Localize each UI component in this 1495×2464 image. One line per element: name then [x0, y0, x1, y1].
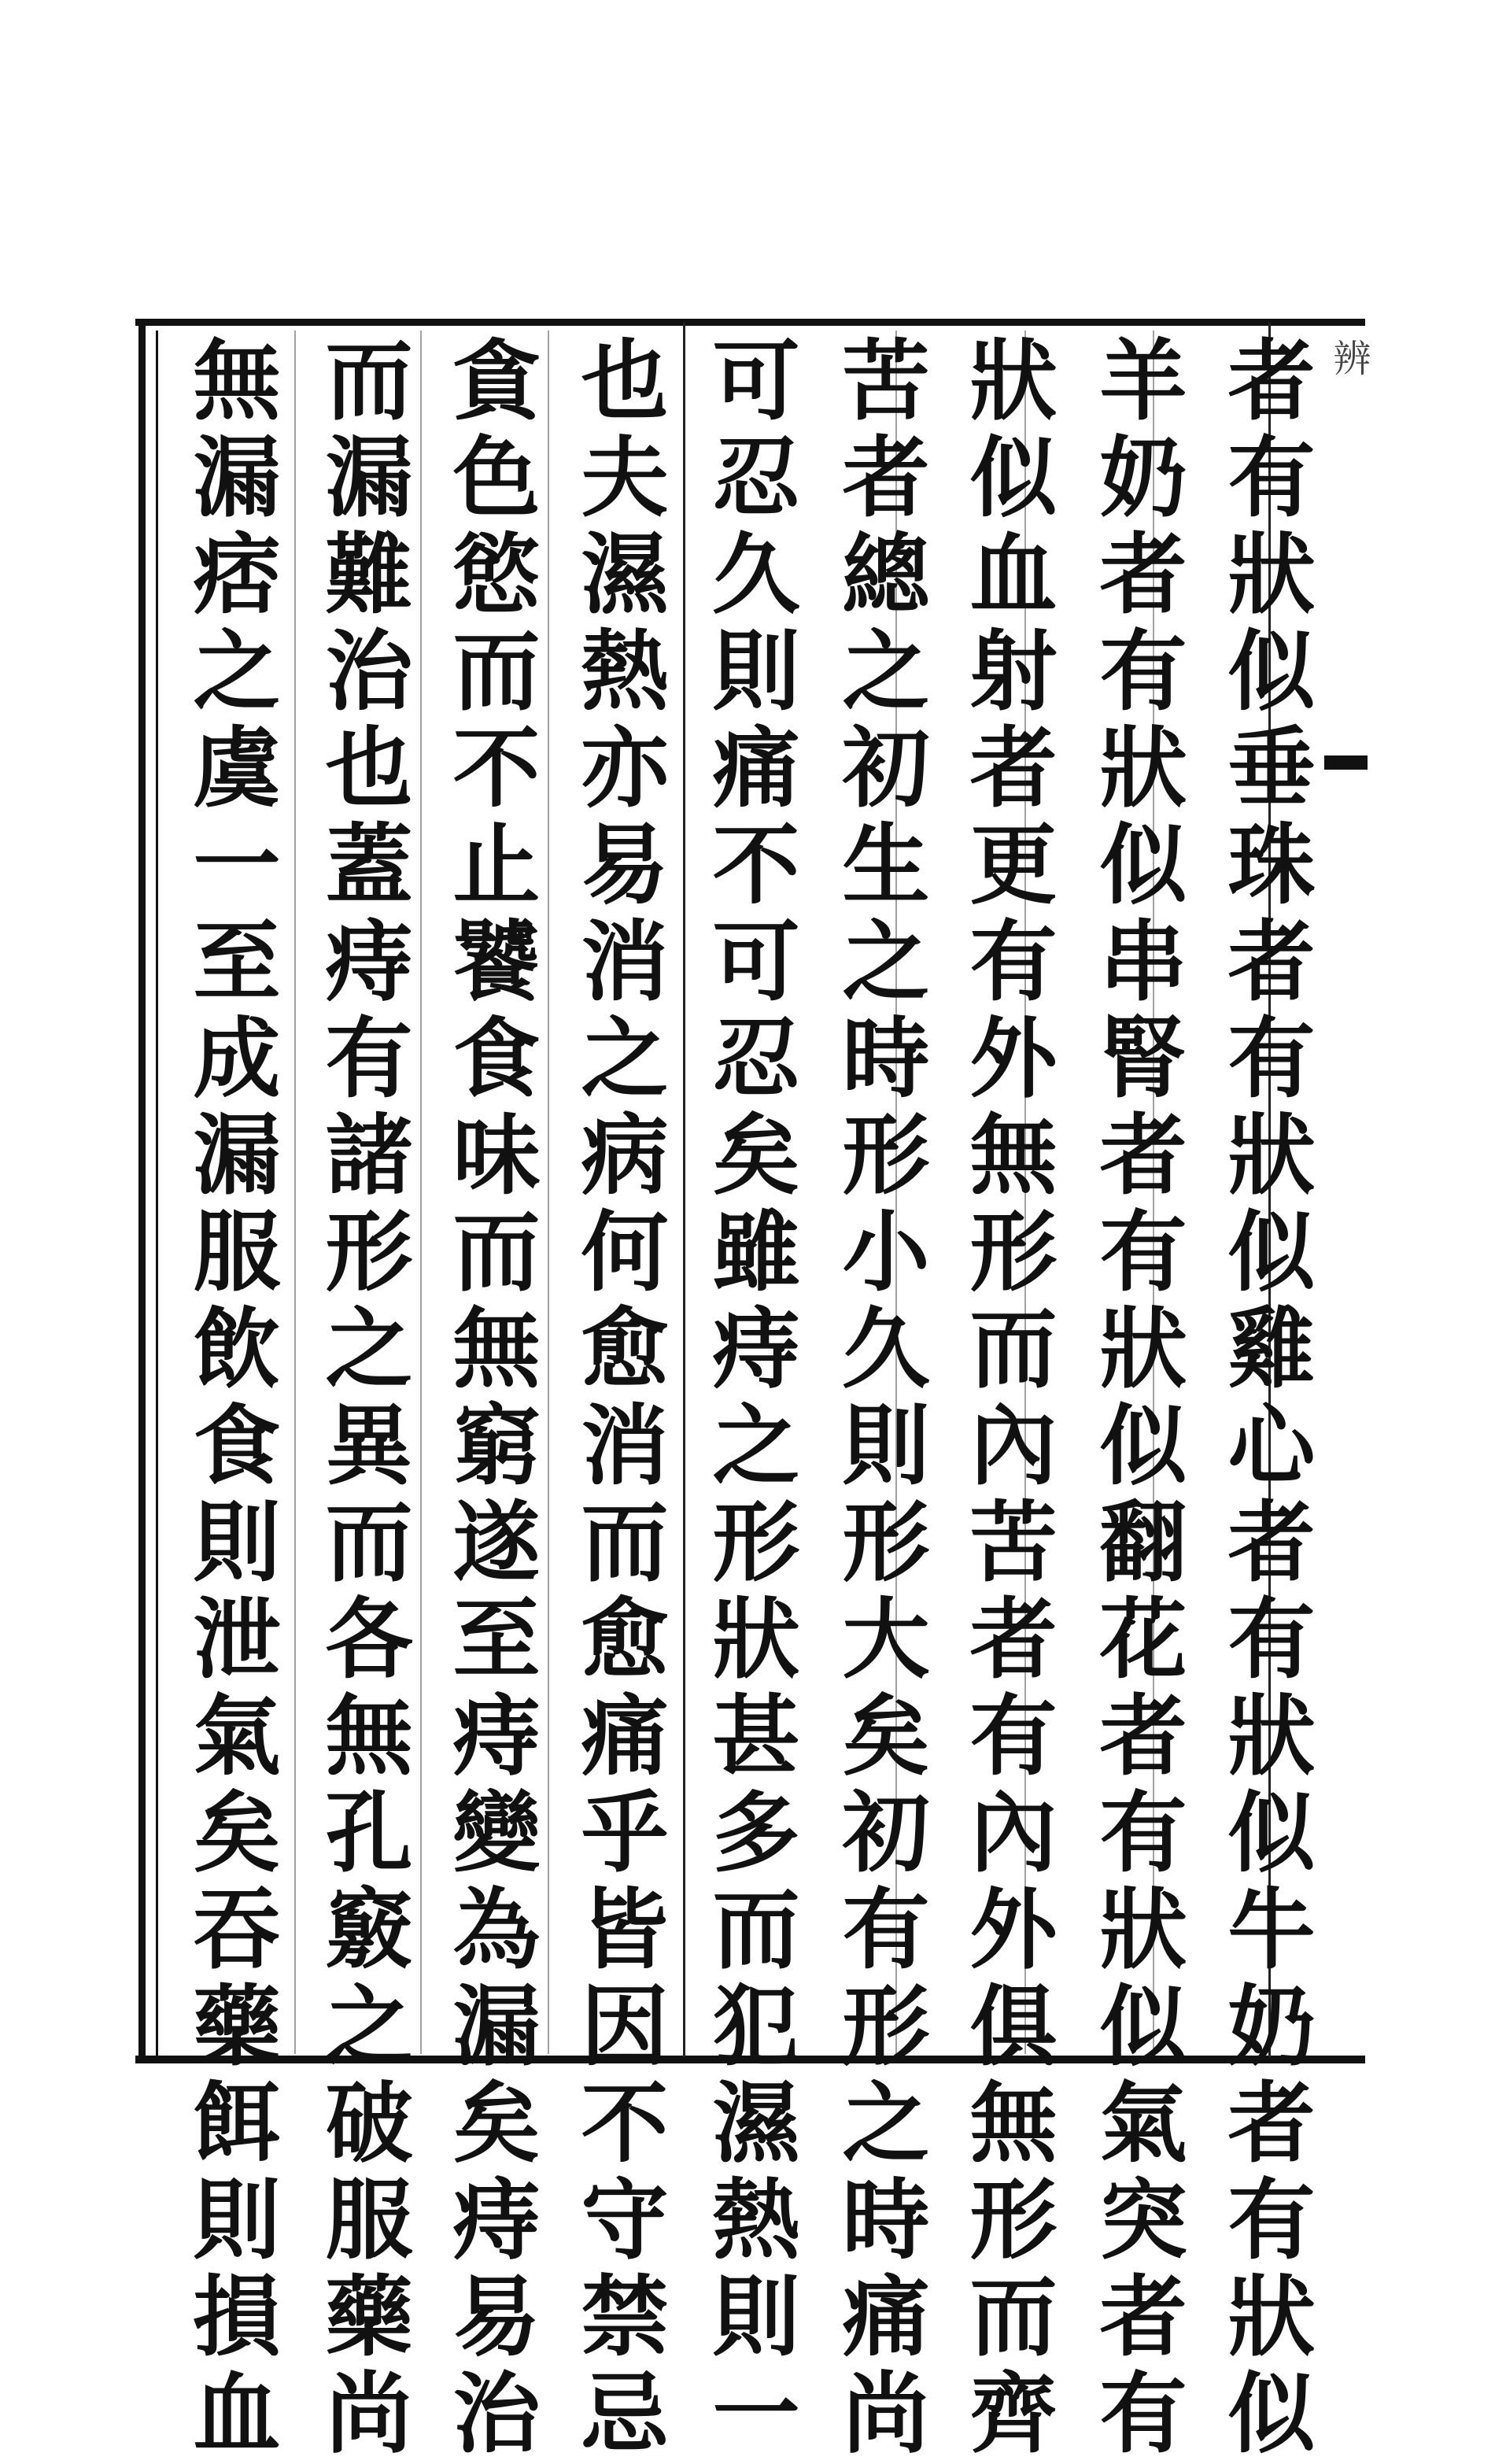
text-column-8: 而漏難治也蓋痔有諸形之異而各無孔竅之破服藥尚: [310, 334, 412, 2464]
column-rule: [294, 331, 296, 2054]
text-column-5: 可忍久則痛不可忍矣雖痔之形狀甚多而犯濕熱則一: [697, 334, 799, 2464]
text-column-1: 者有狀似垂珠者有狀似雞心者有狀似牛奶者有狀似: [1213, 334, 1315, 2464]
frame-left-border-inner: [156, 331, 158, 2056]
text-column-4: 苦者總之初生之時形小久則形大矣初有形之時痛尚: [827, 334, 929, 2464]
margin-mark: 辨: [1327, 338, 1371, 376]
column-rule: [548, 331, 549, 2054]
text-column-9: 無漏痞之虞一至成漏服飲食則泄氣矣吞藥餌則損血: [178, 334, 280, 2464]
text-column-3: 狀似血射者更有外無形而內苦者有內外俱無形而齊: [954, 334, 1057, 2464]
text-column-2: 羊奶者有狀似串腎者有狀似翻花者有狀似氣突者有: [1084, 334, 1187, 2464]
frame-left-border-outer: [138, 321, 146, 2062]
frame-top-border: [135, 319, 1365, 326]
text-column-7: 貪色慾而不止饕食味而無窮遂至痔變為漏矣痔易治: [437, 334, 540, 2464]
fishtail-mark: [1324, 755, 1368, 770]
block-divider-line: [683, 323, 685, 2057]
column-rule: [420, 331, 422, 2054]
text-column-6: 也夫濕熱亦易消之病何愈消而愈痛乎皆因不守禁忌: [566, 334, 668, 2464]
